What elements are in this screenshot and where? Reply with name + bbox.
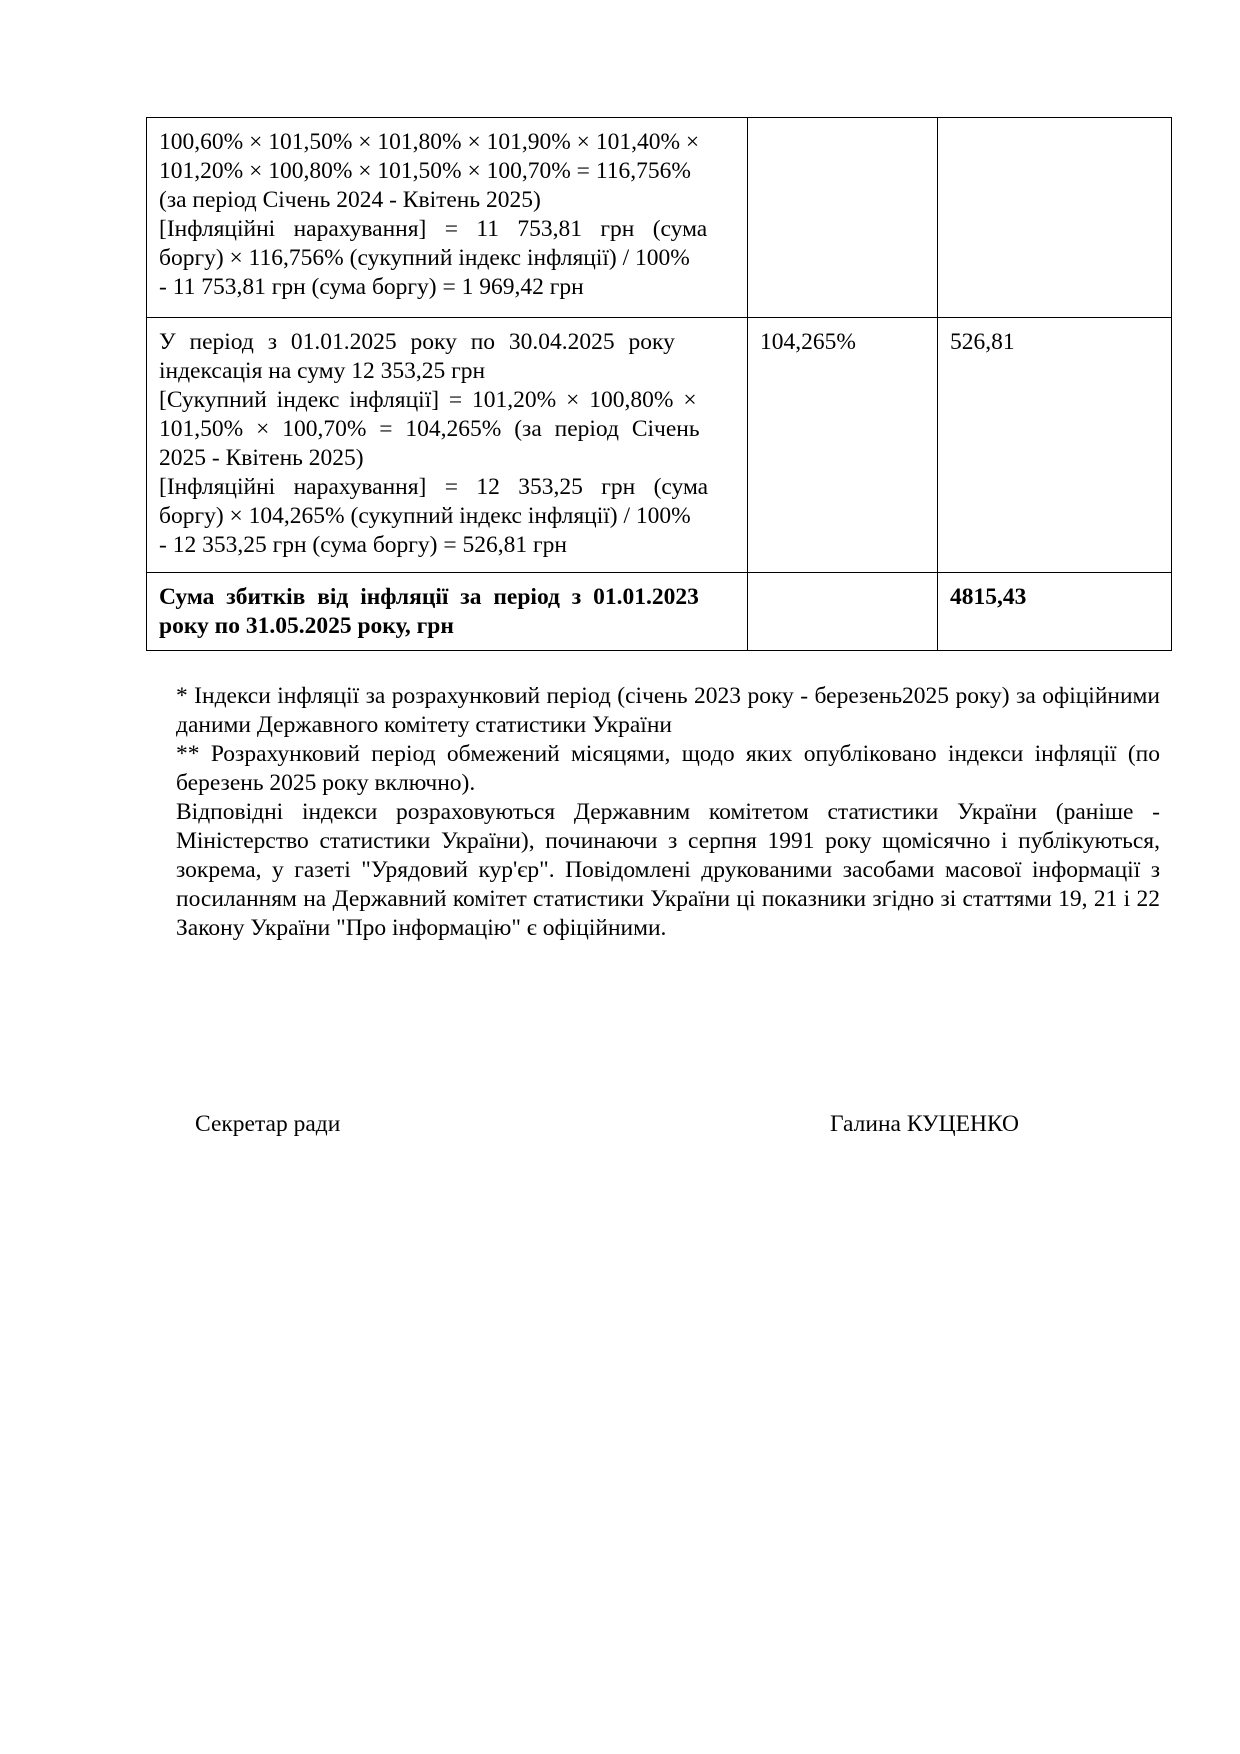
total-row — [147, 573, 1172, 651]
table-row — [147, 318, 1172, 573]
description-line: боргу) × 104,265% (сукупний індекс інфляції) / 100% — [159, 503, 691, 529]
total-index-cell — [748, 573, 938, 651]
total-label-line: року по 31.05.2025 року, грн — [159, 613, 454, 639]
description-cell — [147, 118, 748, 318]
description-line: 100,60% × 101,50% × 101,80% × 101,90% × 101,40% × — [159, 129, 700, 155]
amount-cell: 526,81 — [938, 318, 1172, 573]
index-cell — [748, 118, 938, 318]
footnote-3: Відповідні індекси розраховуються Державним комітетом статистики України (раніше - Міністерство статистики України), починаючи з серпня 1991 року щомісячно і публікуються, зокрема, у газеті "Урядовий кур'єр". Повідомлені друкованими засобами масової інформації з посиланням на Державний комітет статистики України ці показники згідно зі статтями 19, 21 і 22 Закону України "Про інформацію" є офіційними. — [176, 799, 1160, 941]
description-line: - 12 353,25 грн (сума боргу) = 526,81 грн — [159, 532, 567, 558]
inflation-calculation-table — [146, 117, 1172, 651]
description-line: [Сукупний індекс інфляції] = 101,20% × 100,80% × — [159, 387, 697, 413]
description-line: 2025 - Квітень 2025) — [159, 445, 364, 471]
description-line: (за період Січень 2024 - Квітень 2025) — [159, 187, 541, 213]
description-line: індексація на суму 12 353,25 грн — [159, 358, 486, 384]
description-line: - 11 753,81 грн (сума боргу) = 1 969,42 грн — [159, 274, 584, 300]
footnote-2: ** Розрахунковий період обмежений місяцями, щодо яких опубліковано індекси інфляції (по березень 2025 року включно). — [176, 741, 1160, 796]
table-row — [147, 118, 1172, 318]
amount-cell — [938, 118, 1172, 318]
description-line: 101,20% × 100,80% × 101,50% × 100,70% = 116,756% — [159, 158, 691, 184]
footnote-1: * Індекси інфляції за розрахунковий період (січень 2023 року - березень2025 року) за офіційними даними Державного комітету статистики України — [176, 683, 1160, 738]
signature-position: Секретар ради — [195, 1111, 341, 1137]
signature-name: Галина КУЦЕНКО — [830, 1111, 1020, 1137]
description-line: 101,50% × 100,70% = 104,265% (за період Січень — [159, 416, 700, 442]
description-line: боргу) × 116,756% (сукупний індекс інфляції) / 100% — [159, 245, 690, 271]
description-cell — [147, 318, 748, 573]
total-amount-cell: 4815,43 — [938, 573, 1172, 651]
total-label-line: Сума збитків від інфляції за період з 01.01.2023 — [159, 584, 699, 610]
description-line: У період з 01.01.2025 року по 30.04.2025 року — [159, 329, 675, 355]
index-cell: 104,265% — [748, 318, 938, 573]
description-line: [Інфляційні нарахування] = 12 353,25 грн (сума — [159, 474, 709, 500]
description-line: [Інфляційні нарахування] = 11 753,81 грн (сума — [159, 216, 708, 242]
footnotes — [176, 682, 1160, 943]
total-label-cell — [147, 573, 748, 651]
